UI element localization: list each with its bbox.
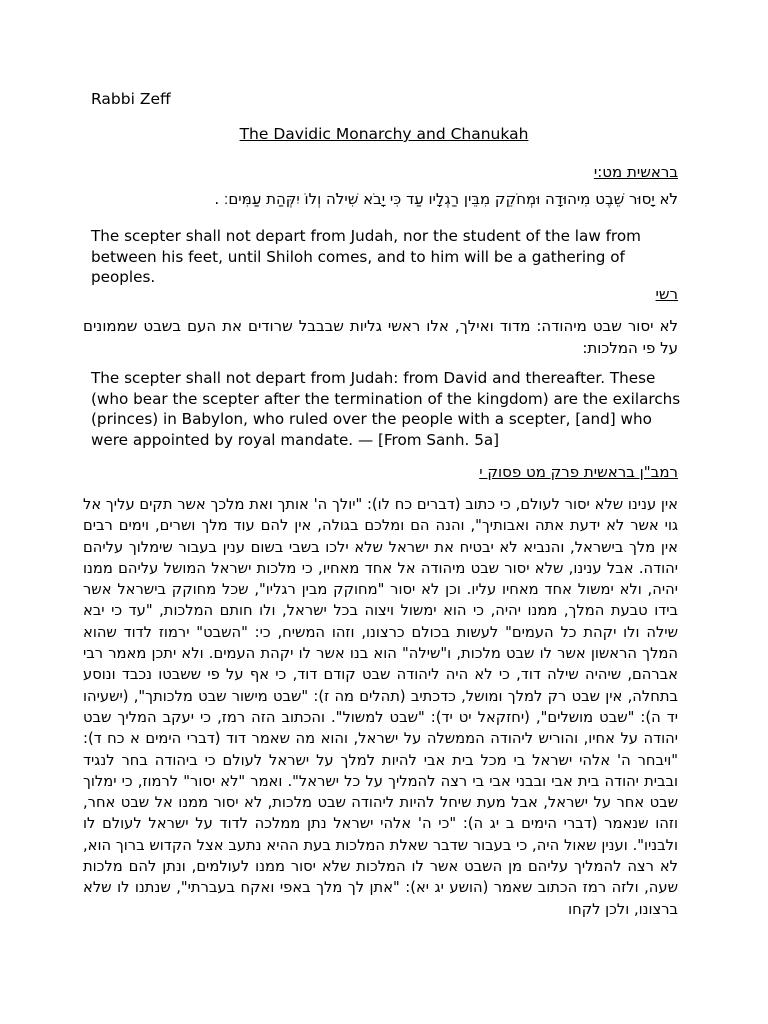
source-reference-bereishit: בראשית מט:י: [593, 163, 678, 181]
english-translation-verse: The scepter shall not depart from Judah, nor the student of the law from between his feet, until Shiloh comes, and to him will be a gathering of peoples.: [91, 227, 641, 286]
author-name: Rabbi Zeff: [91, 90, 171, 108]
document-title: The Davidic Monarchy and Chanukah: [239, 125, 529, 143]
rashi-hebrew-text: לא יסור שבט מיהודה: מדוד ואילך, אלו ראשי גליות שבבבל שרודים את העם בשבט שממונים על פי המלכות:: [83, 317, 678, 357]
hebrew-verse: לֹא יָסוּר שֵׁבֶט מִיהוּדָה וּמְחֹקֵק מִבֵּין רַגְלָיו עַד כִּי יָבֹא שִׁילֹה וְלוֹ יִקְּהַת עַמִּים׃ .: [214, 190, 678, 208]
rashi-english-translation: The scepter shall not depart from Judah: from David and thereafter. These (who bear the scepter after the termination of the kingdom) are the exilarchs (princes) in Babylon, who ruled over the people with a scepter, [and] who were appointed by royal mandate. — [From Sanh. 5a]: [91, 369, 681, 449]
ramban-hebrew-text: אין ענינו שלא יסור לעולם, כי כתוב (דברים כח לו): "יולך ה' אותך ואת מלכך אשר תקים עליך אל גוי אשר לא ידעת אתה ואבותיך", והנה הם ומלכם בגולה, אין להם עוד מלך ושרים, וימים רבים אין מלך בישראל, והנביא לא יבטיח את ישראל שלא ילכו בשבי בשום ענין בעבור שימלוך עליהם יהודה. אבל ענינו, שלא יסור שבט מיהודה אל אחד מאחיו, כי מלכות ישראל המושל עליהם ממנו יהיה, ולא ימשול אחד מאחיו עליו. וכן לא יסור "מחוקק מבין רגליו", שכל מחוקק בישראל אשר בידו טבעת המלך, ממנו יהיה, כי הוא ימשול ויצוה בכל ישראל, ולו חותם המלכות, "עד כי יבא שילה ולו יקהת כל העמים" לעשות בכולם כרצונו, וזהו המשיח, כי: "השבט" ירמוז לדוד שהוא המלך הראשון אשר לו שבט מלכות, ו"שילה" הוא בנו אשר לו יקהת העמים. ולא יתכן מאמר רבי אברהם, שיהיה שילה דוד, כי לא היה ליהודה שבט קודם דוד, כי אף על פי ששבטו נכבד ונוסע בתחלה, אין שבט רק למלך ומושל, כדכתיב (תהלים מה ז): "שבט מישור שבט מלכותך", (ישעיהו יד ה): "שבט מושלים", (יחזקאל יט יד): "שבט למשול". והכתוב הזה רמז, כי יעקב המליך שבט יהודה על אחיו, והוריש ליהודה הממשלה על ישראל, והוא מה שאמר דוד (דברי הימים א כח ד): "ויבחר ה' אלהי ישראל בי מכל בית אבי להיות למלך על ישראל לעולם כי ביהודה בחר לנגיד ובבית יהודה בית אבי ובבני אבי בי רצה להמליך על כל ישראל". ואמר "לא יסור" לרמוז, כי ימלוך שבט אחר על ישראל, אבל מעת שיחל להיות ליהודה שבט מלכות, לא יסור ממנו אל שבט אחר, וזהו שנאמר (דברי הימים ב יג ה): "כי ה' אלהי ישראל נתן ממלכה לדוד על ישראל לעולם לו ולבניו". וענין שאול היה, כי בעבור שדבר שאלת המלכות בעת ההיא נתעב אצל הקדוש ברוך הוא, לא רצה להמליך עליהם מן השבט אשר לו המלכות שלא יסור ממנו לעולמים, ונתן להם מלכות שעה, ולזה רמז הכתוב שאמר (הושע יג יא): "אתן לך מלך באפי ואקח בעברתי", שנתנו לו שלא ברצונו, ולכן לקחו: [83, 496, 678, 918]
source-reference-ramban: רמב"ן בראשית פרק מט פסוק י: [479, 463, 678, 481]
source-reference-rashi: רשי: [655, 285, 678, 303]
